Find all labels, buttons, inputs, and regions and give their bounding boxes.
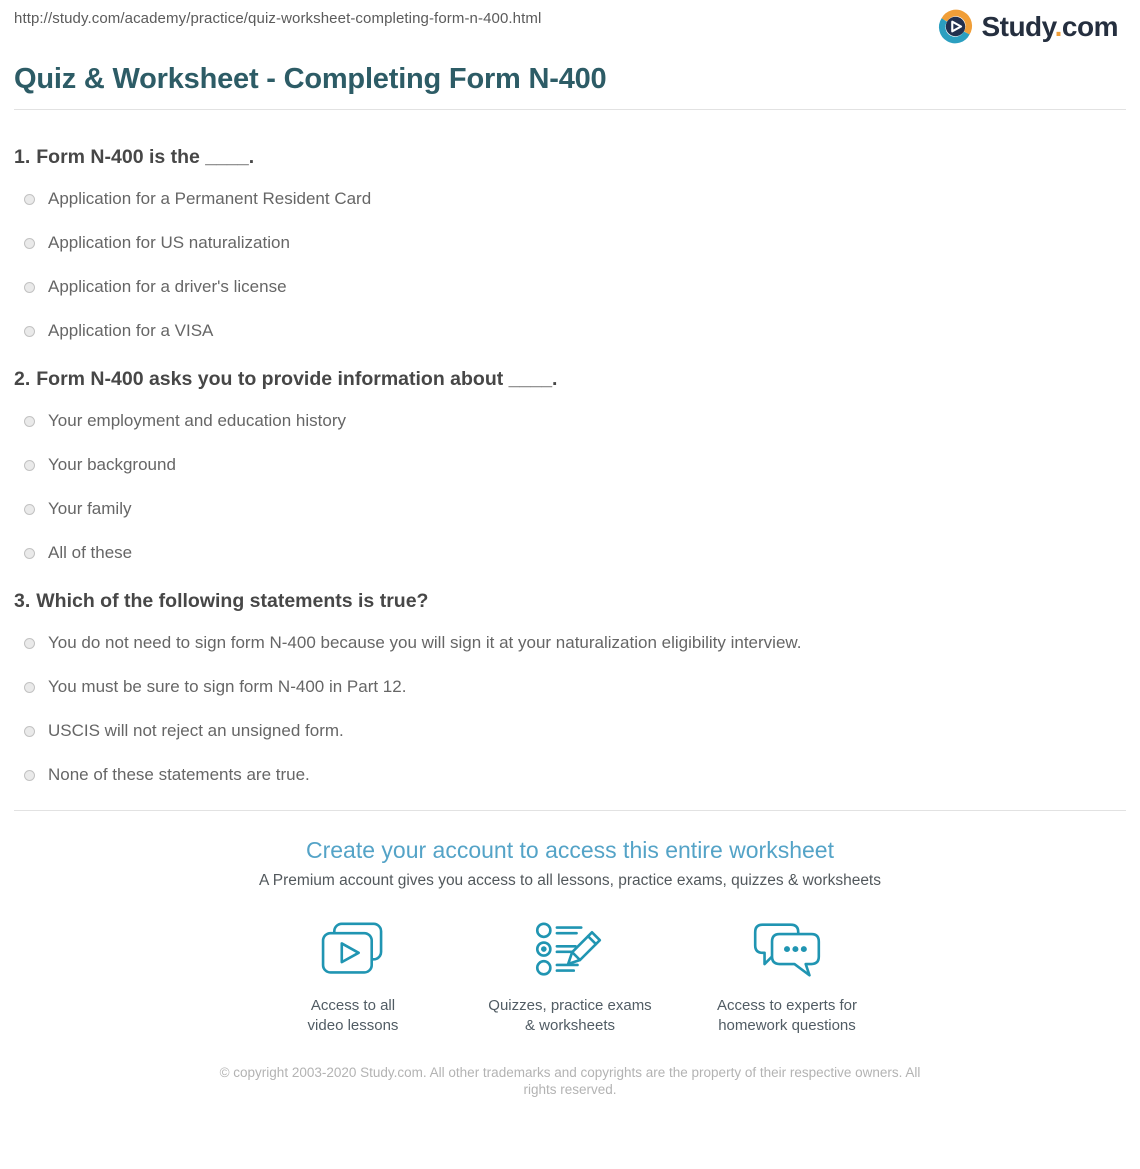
radio-button[interactable] — [24, 326, 35, 337]
radio-button[interactable] — [24, 460, 35, 471]
question-2 — [14, 366, 1126, 562]
feature-row — [0, 921, 1140, 1036]
radio-button[interactable] — [24, 416, 35, 427]
play-circle-icon — [937, 8, 974, 45]
title-divider — [14, 109, 1126, 110]
feature-label: Quizzes, practice exams & worksheets — [488, 997, 652, 1034]
radio-button[interactable] — [24, 194, 35, 205]
answer-option[interactable]: All of these — [24, 544, 1126, 562]
question-1-options — [14, 190, 1126, 340]
feature-label: Access to experts for homework questions — [716, 997, 858, 1034]
answer-option[interactable]: Your background — [24, 456, 1126, 474]
answer-option[interactable]: Application for a VISA — [24, 322, 1126, 340]
logo-text: Study.com — [981, 10, 1118, 42]
feature-quizzes-worksheets — [462, 921, 679, 1036]
radio-button[interactable] — [24, 638, 35, 649]
answer-option[interactable]: You must be sure to sign form N-400 in Part 12. — [24, 678, 1126, 696]
cta-heading[interactable]: Create your account to access this entire worksheet — [306, 837, 834, 863]
page-header — [0, 0, 1140, 42]
cta-section — [0, 835, 1140, 1036]
radio-button[interactable] — [24, 726, 35, 737]
question-2-options — [14, 412, 1126, 562]
answer-option[interactable]: USCIS will not reject an unsigned form. — [24, 722, 1126, 740]
feature-video-lessons — [245, 921, 462, 1036]
radio-button[interactable] — [24, 282, 35, 293]
quiz-worksheet-icon — [534, 921, 606, 979]
page-url: http://study.com/academy/practice/quiz-worksheet-completing-form-n-400.html — [14, 10, 542, 27]
chat-experts-icon — [751, 921, 823, 979]
radio-button[interactable] — [24, 770, 35, 781]
cta-subheading: A Premium account gives you access to all lessons, practice exams, quizzes & worksheets — [259, 872, 881, 889]
page-title: Quiz & Worksheet - Completing Form N-400 — [14, 63, 607, 95]
studycom-logo[interactable] — [937, 8, 1118, 45]
radio-button[interactable] — [24, 504, 35, 515]
question-1 — [14, 144, 1126, 340]
answer-option[interactable]: Application for a driver's license — [24, 278, 1126, 296]
section-divider — [14, 810, 1126, 811]
quiz-body — [0, 144, 1140, 784]
feature-label: Access to all video lessons — [307, 997, 399, 1034]
copyright-notice: © copyright 2003-2020 Study.com. All other trademarks and copyrights are the property of their respective owners. All rights reserved. — [219, 1065, 921, 1097]
question-2-heading: 2. Form N-400 asks you to provide information about ____. — [14, 368, 558, 390]
video-lessons-icon — [317, 921, 389, 979]
answer-option[interactable]: Your employment and education history — [24, 412, 1126, 430]
question-3-options — [14, 634, 1126, 784]
question-3-heading: 3. Which of the following statements is true? — [14, 590, 429, 612]
radio-button[interactable] — [24, 682, 35, 693]
answer-option[interactable]: Your family — [24, 500, 1126, 518]
answer-option[interactable]: You do not need to sign form N-400 because you will sign it at your naturalization eligibility interview. — [24, 634, 1126, 652]
feature-expert-help — [679, 921, 896, 1036]
answer-option[interactable]: Application for US naturalization — [24, 234, 1126, 252]
radio-button[interactable] — [24, 238, 35, 249]
radio-button[interactable] — [24, 548, 35, 559]
question-1-heading: 1. Form N-400 is the ____. — [14, 146, 255, 168]
answer-option[interactable]: None of these statements are true. — [24, 766, 1126, 784]
question-3 — [14, 588, 1126, 784]
answer-option[interactable]: Application for a Permanent Resident Card — [24, 190, 1126, 208]
